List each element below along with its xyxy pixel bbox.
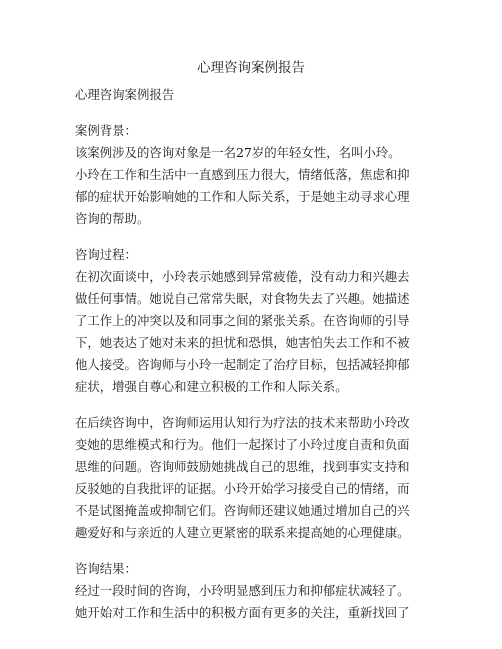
document-title: 心理咨询案例报告 bbox=[197, 60, 305, 76]
document-body bbox=[75, 84, 431, 624]
section-result bbox=[75, 558, 431, 624]
section-followup bbox=[75, 412, 431, 544]
paragraph-line: 郁的症状开始影响她的工作和人际关系，于是她主动寻求心理 bbox=[75, 189, 410, 204]
paragraph-line: 不是试图掩盖或抑制它们。咨询师还建议她通过增加自己的兴 bbox=[75, 503, 410, 518]
paragraph-gap bbox=[75, 106, 431, 120]
paragraph-line: 在后续咨询中，咨询师运用认知行为疗法的技术来帮助小玲改 bbox=[75, 415, 410, 430]
paragraph-gap bbox=[75, 544, 431, 558]
paragraph-line: 他人接受。咨询师与小玲一起制定了治疗目标，包括减轻抑郁 bbox=[75, 357, 410, 372]
section-heading: 案例背景： bbox=[75, 123, 137, 138]
paragraph-line: 下，她表达了她对未来的担忧和恐惧，她害怕失去工作和不被 bbox=[75, 335, 410, 350]
paragraph-line: 在初次面谈中，小玲表示她感到异常疲倦，没有动力和兴趣去 bbox=[75, 269, 410, 284]
paragraph-line: 做任何事情。她说自己常常失眠，对食物失去了兴趣。她描述 bbox=[75, 291, 410, 306]
paragraph-line: 该案例涉及的咨询对象是一名27岁的年轻女性，名叫小玲。 bbox=[75, 145, 401, 160]
paragraph-line: 经过一段时间的咨询，小玲明显感到压力和抑郁症状减轻了。 bbox=[75, 583, 410, 598]
paragraph-line: 趣爱好和与亲近的人建立更紧密的联系来提高她的心理健康。 bbox=[75, 525, 410, 540]
paragraph-gap bbox=[75, 230, 431, 244]
section-heading: 咨询过程： bbox=[75, 247, 137, 262]
section-process bbox=[75, 244, 431, 398]
paragraph-line: 小玲在工作和生活中一直感到压力很大，情绪低落，焦虑和抑 bbox=[75, 167, 410, 182]
section-background bbox=[75, 120, 431, 230]
section-heading: 咨询结果： bbox=[75, 561, 137, 576]
paragraph-line: 了工作上的冲突以及和同事之间的紧张关系。在咨询师的引导 bbox=[75, 313, 410, 328]
paragraph-line: 咨询的帮助。 bbox=[75, 211, 150, 226]
paragraph-line: 症状，增强自尊心和建立积极的工作和人际关系。 bbox=[75, 379, 348, 394]
paragraph-gap bbox=[75, 398, 431, 412]
document-subtitle: 心理咨询案例报告 bbox=[75, 87, 175, 102]
paragraph-line: 思维的问题。咨询师鼓励她挑战自己的思维，找到事实支持和 bbox=[75, 459, 410, 474]
paragraph-line: 变她的思维模式和行为。他们一起探讨了小玲过度自责和负面 bbox=[75, 437, 410, 452]
paragraph-line: 反驳她的自我批评的证据。小玲开始学习接受自己的情绪，而 bbox=[75, 481, 410, 496]
paragraph-line: 她开始对工作和生活中的积极方面有更多的关注，重新找回了 bbox=[75, 605, 410, 620]
